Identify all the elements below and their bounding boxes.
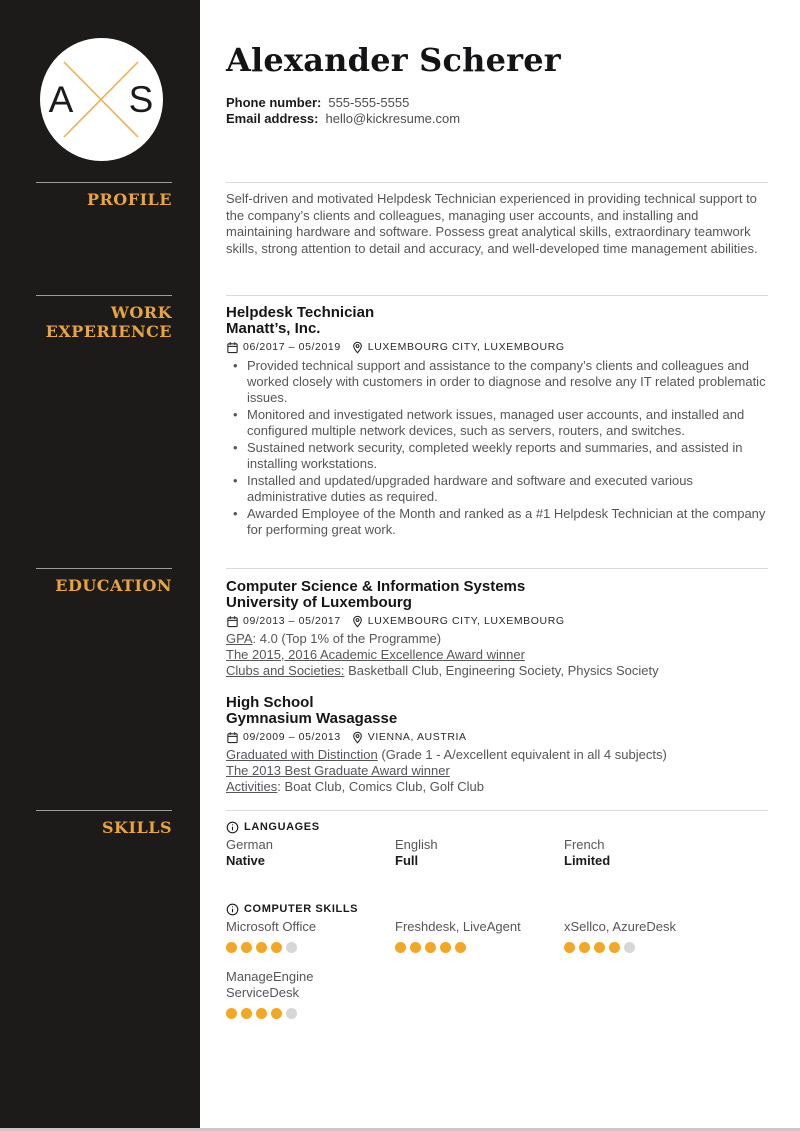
skill-rating-dots	[226, 942, 395, 953]
skill-rating-dots	[564, 942, 768, 953]
detail-text: (Grade 1 - A/excellent equivalent in all 4 subjects)	[377, 747, 667, 763]
education-dates: 09/2013 – 05/2017	[243, 615, 341, 627]
rating-dot-filled	[395, 942, 406, 953]
rating-dot-filled	[564, 942, 575, 953]
education-detail-line	[226, 663, 768, 679]
computer-skills-block	[226, 902, 768, 1019]
profile-section	[226, 182, 768, 257]
education-detail-lines	[226, 631, 768, 678]
job-bullet: • Installed and updated/upgraded hardware and software and executed various administrative duties as required.	[226, 473, 768, 505]
detail-text: : Boat Club, Comics Club, Golf Club	[277, 778, 484, 794]
header-section	[226, 0, 768, 127]
languages-heading	[226, 820, 768, 834]
job-title: Helpdesk Technician	[226, 304, 375, 321]
language-level: Limited	[564, 853, 611, 868]
education-location: LUXEMBOURG CITY, LUXEMBOURG	[367, 615, 565, 627]
school-name: University of Luxembourg	[226, 594, 412, 611]
job-dates: 06/2017 – 05/2019	[243, 341, 341, 353]
location-pin-icon	[351, 731, 364, 744]
sidebar-label-work-experience: WORK EXPERIENCE	[36, 295, 172, 341]
phone-row	[226, 95, 768, 111]
education-location-wrap	[351, 730, 467, 744]
degree-title: Computer Science & Information Systems	[226, 578, 526, 595]
email-label: Email address:	[226, 111, 319, 126]
info-icon	[226, 903, 239, 916]
location-pin-icon	[351, 341, 364, 354]
skill-rating-dots	[395, 942, 564, 953]
work-experience-section	[226, 295, 768, 539]
rating-dot-filled	[425, 942, 436, 953]
computer-skills-heading	[226, 902, 768, 916]
rating-dot-filled	[594, 942, 605, 953]
sidebar-label-profile: PROFILE	[36, 182, 172, 209]
svg-text:S: S	[128, 79, 154, 120]
sidebar-label-education: EDUCATION	[36, 568, 172, 595]
sidebar	[0, 0, 200, 1131]
rating-dot-filled	[271, 942, 282, 953]
job-meta-row	[226, 340, 768, 354]
education-detail-line	[226, 763, 768, 779]
email-value[interactable]: hello@kickresume.com	[325, 111, 461, 126]
language-level: Full	[395, 853, 419, 868]
job-location-wrap	[351, 340, 565, 354]
underlined-text: The 2015, 2016 Academic Excellence Award winner	[226, 646, 525, 662]
skill-name: ManageEngine ServiceDesk	[226, 969, 314, 1000]
education-location-wrap	[351, 614, 565, 628]
computer-skills-heading-text: COMPUTER SKILLS	[244, 903, 359, 915]
rating-dot-filled	[440, 942, 451, 953]
profile-summary: Self-driven and motivated Helpdesk Technician experienced in providing technical support to the company’s clients and colleagues, managing user accounts, and installing and maintaining hardware and software. Possess great analytical skills, extraordinary teamwork skills, strong attention to detail and accuracy, and well-developed time management abilities.	[226, 191, 758, 256]
computer-skill-item	[395, 919, 564, 953]
computer-skills-grid	[226, 919, 768, 1019]
education-detail-line	[226, 747, 768, 763]
rating-dot-empty	[286, 942, 297, 953]
education-detail-lines	[226, 747, 768, 794]
skill-rating-dots	[226, 1008, 395, 1019]
svg-text:A: A	[48, 79, 74, 120]
email-row	[226, 111, 768, 127]
phone-label: Phone number:	[226, 95, 322, 110]
education-detail-line	[226, 779, 768, 795]
language-item	[564, 837, 768, 869]
rating-dot-filled	[609, 942, 620, 953]
job-bullet: • Awarded Employee of the Month and ranked as a #1 Helpdesk Technician at the company for performing great work.	[226, 506, 768, 538]
calendar-icon	[226, 341, 239, 354]
rating-dot-empty	[624, 942, 635, 953]
education-location: VIENNA, AUSTRIA	[367, 731, 467, 744]
info-icon	[226, 821, 239, 834]
rating-dot-filled	[579, 942, 590, 953]
location-pin-icon	[351, 615, 364, 628]
rating-dot-filled	[226, 1008, 237, 1019]
education-entry-university	[226, 578, 768, 678]
education-meta-row	[226, 730, 768, 744]
job-bullet-list	[226, 358, 768, 538]
languages-grid	[226, 837, 768, 869]
language-level: Native	[226, 853, 266, 868]
degree-title: High School	[226, 694, 314, 712]
underlined-text: The 2013 Best Graduate Award winner	[226, 763, 450, 779]
language-item	[226, 837, 395, 869]
language-name: French	[564, 837, 605, 852]
job-bullet: • Monitored and investigated network issues, managed user accounts, and installed and configured multiple network devices, such as servers, routers, and switches.	[226, 407, 768, 439]
skills-section	[226, 810, 768, 1019]
company-name: Manatt’s, Inc.	[226, 320, 321, 337]
rating-dot-filled	[241, 942, 252, 953]
computer-skill-item	[226, 969, 395, 1019]
language-name: English	[395, 837, 438, 852]
skill-name: xSellco, AzureDesk	[564, 919, 676, 934]
languages-heading-text: LANGUAGES	[244, 821, 320, 833]
computer-skill-item	[564, 919, 768, 953]
monogram-logo-icon	[40, 38, 163, 161]
job-location: LUXEMBOURG CITY, LUXEMBOURG	[367, 341, 565, 353]
language-name: German	[226, 837, 273, 852]
education-entry-high-school	[226, 694, 768, 794]
education-meta-row	[226, 614, 768, 628]
languages-block	[226, 820, 768, 869]
underlined-text: Activities	[226, 778, 278, 794]
detail-text: Basketball Club, Engineering Society, Physics Society	[344, 662, 659, 678]
rating-dot-filled	[226, 942, 237, 953]
calendar-icon	[226, 731, 239, 744]
sidebar-label-skills: SKILLS	[36, 810, 172, 837]
underlined-text: GPA	[226, 631, 253, 646]
rating-dot-filled	[455, 942, 466, 953]
rating-dot-filled	[410, 942, 421, 953]
calendar-icon	[226, 615, 239, 628]
detail-text: : 4.0 (Top 1% of the Programme)	[252, 631, 442, 646]
job-bullet: • Provided technical support and assistance to the company’s clients and colleagues and worked closely with customers in order to diagnose and resolve any IT related problematic issues.	[226, 358, 768, 406]
language-item	[395, 837, 564, 869]
skill-name: Freshdesk, LiveAgent	[395, 919, 521, 934]
rating-dot-filled	[241, 1008, 252, 1019]
school-name: Gymnasium Wasagasse	[226, 710, 398, 728]
contact-block	[226, 95, 768, 127]
underlined-text: Clubs and Societies:	[226, 662, 345, 678]
education-detail-line	[226, 647, 768, 663]
job-bullet: • Sustained network security, completed weekly reports and summaries, and assisted in installing workstations.	[226, 440, 768, 472]
person-name: Alexander Scherer	[226, 41, 561, 79]
skill-name: Microsoft Office	[226, 919, 317, 934]
computer-skill-item	[226, 919, 395, 953]
education-section	[226, 568, 768, 795]
rating-dot-empty	[286, 1008, 297, 1019]
rating-dot-filled	[271, 1008, 282, 1019]
rating-dot-filled	[256, 942, 267, 953]
phone-value: 555-555-5555	[328, 95, 410, 110]
underlined-text: Graduated with Distinction	[226, 747, 378, 763]
education-dates: 09/2009 – 05/2013	[243, 731, 341, 744]
rating-dot-filled	[256, 1008, 267, 1019]
education-detail-line	[226, 631, 768, 647]
